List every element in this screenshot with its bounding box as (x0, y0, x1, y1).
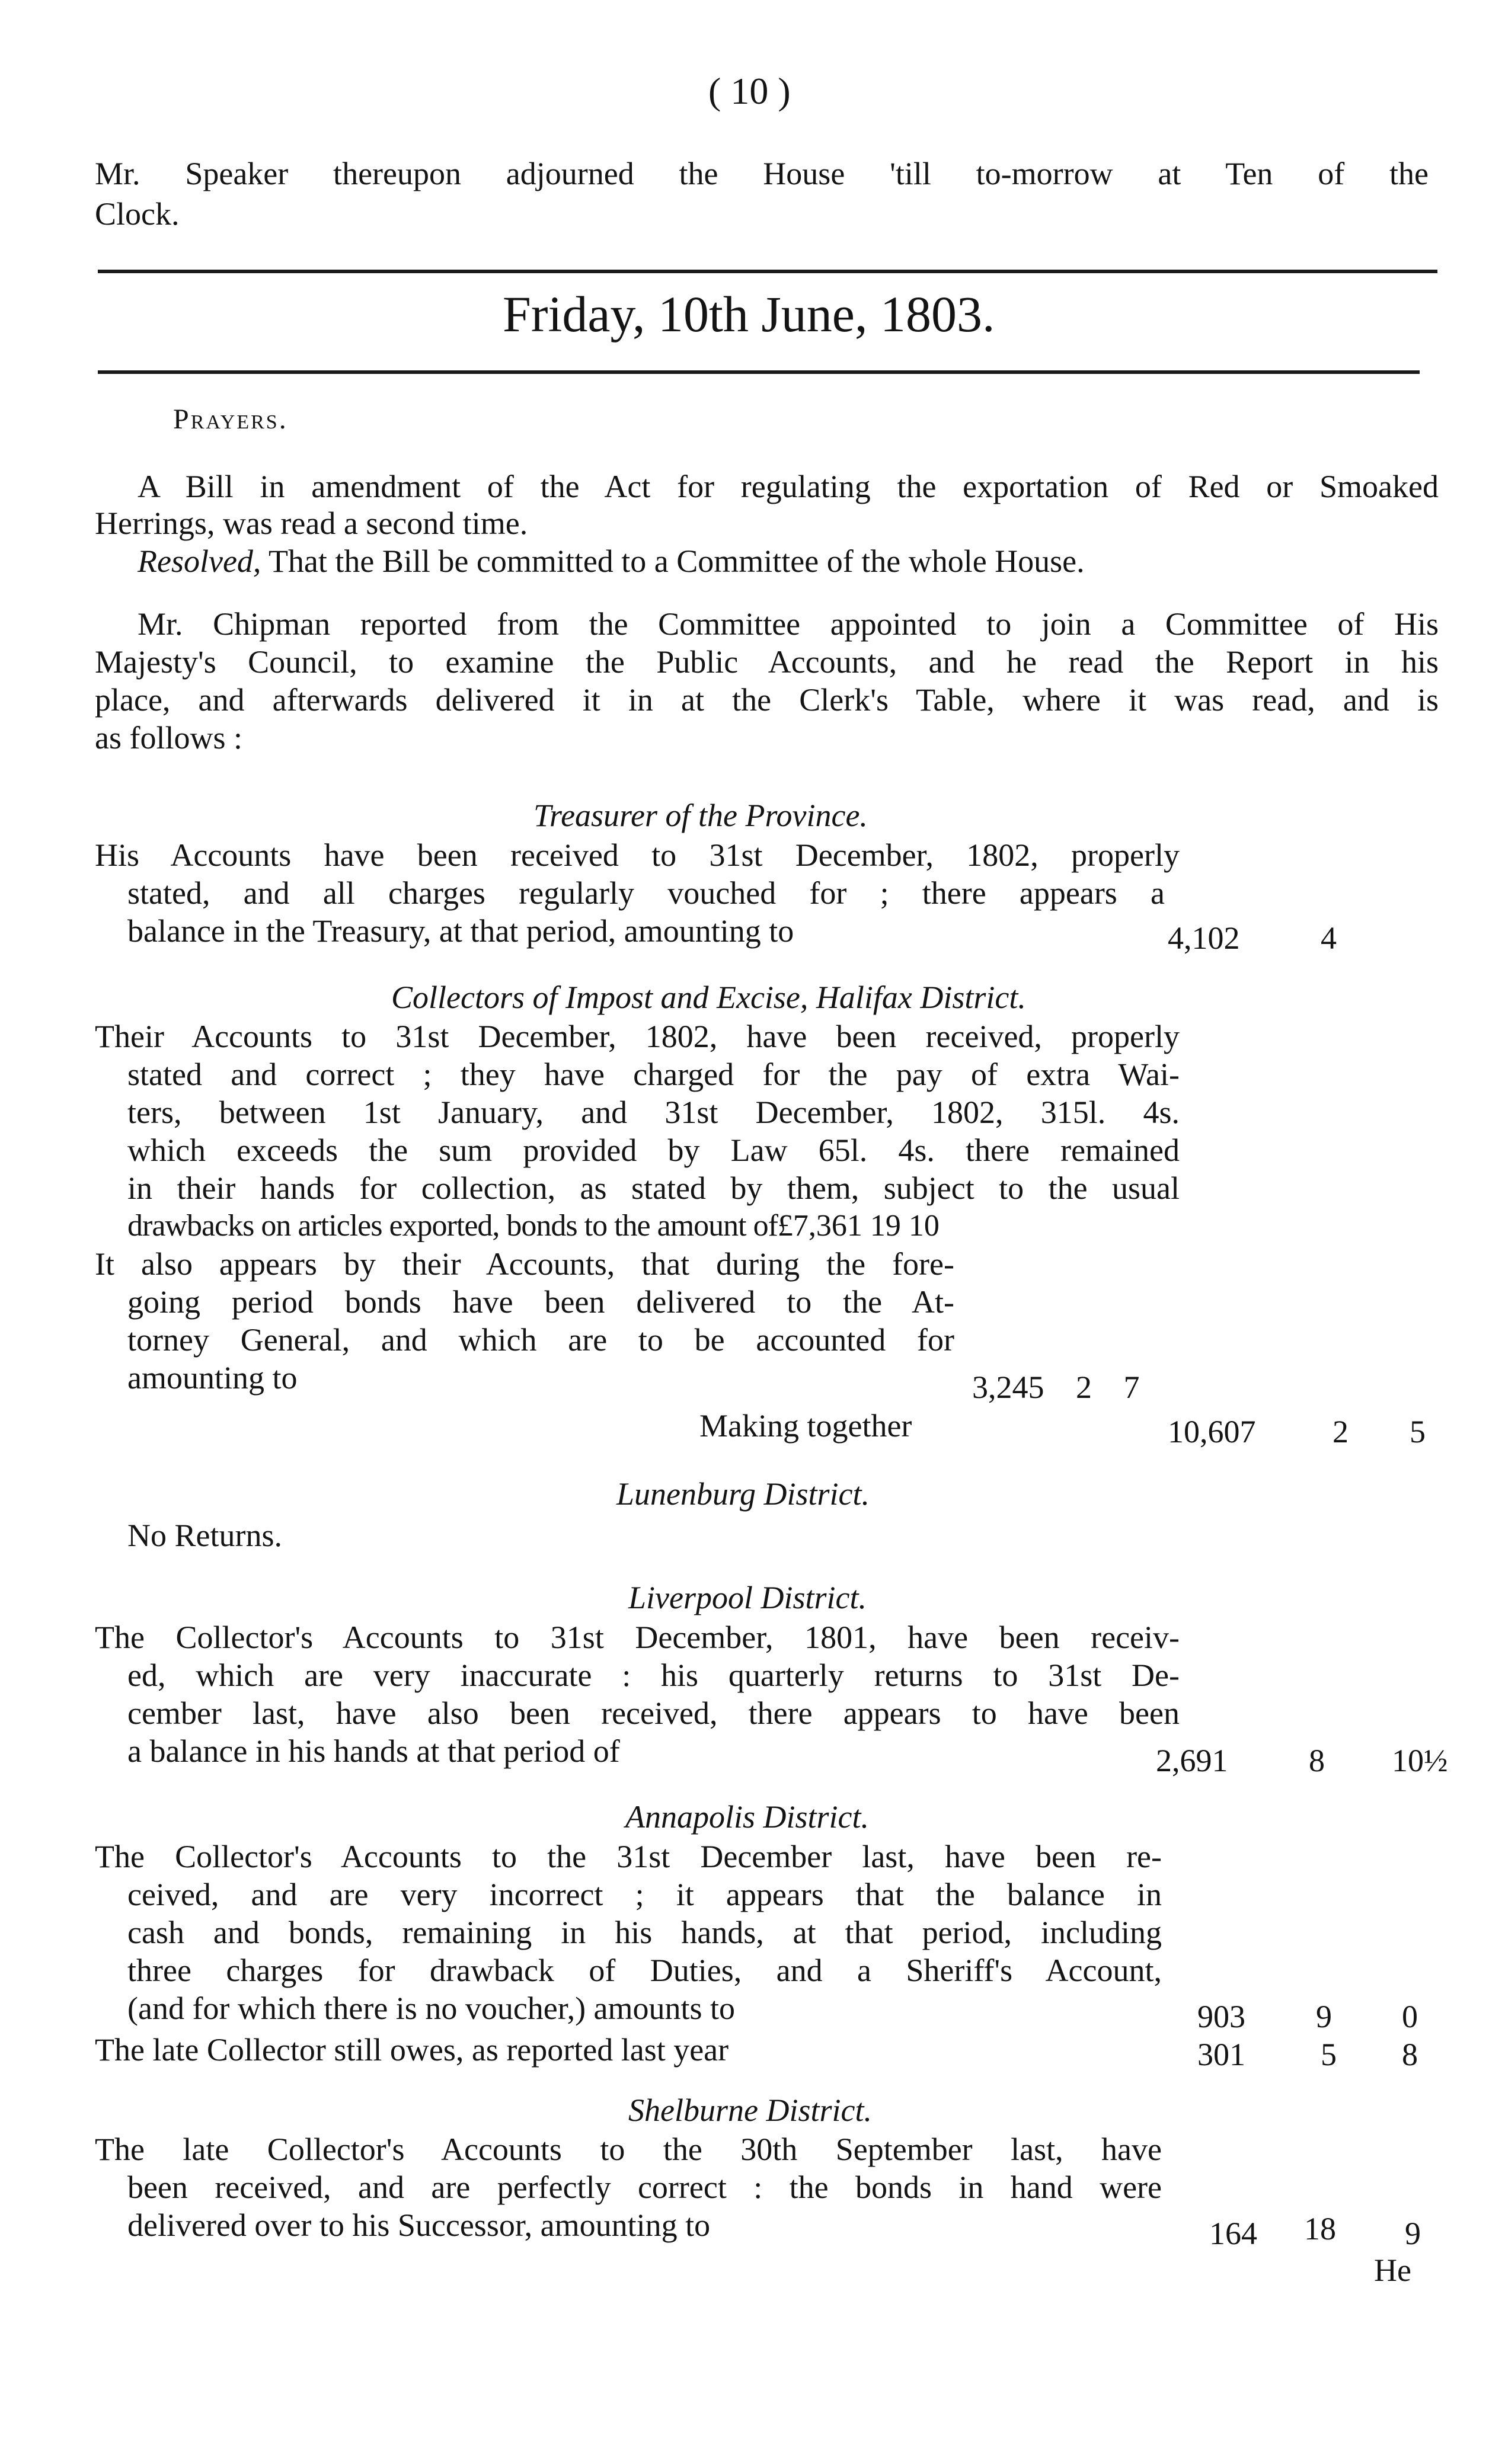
halifax-together-pounds: 10,607 (1168, 1414, 1256, 1449)
lunenburg-text: No Returns. (127, 1518, 282, 1553)
liverpool-line-1: The Collector's Accounts to 31st December, 1801, have been receiv- (95, 1620, 1180, 1655)
liverpool-amount-shillings: 8 (1309, 1743, 1325, 1778)
annapolis-line-5: (and for which there is no voucher,) amounts to (127, 1991, 736, 2026)
shelburne-line-3: delivered over to his Successor, amounting to (127, 2207, 711, 2243)
bill-line-2: Herrings, was read a second time. (95, 505, 528, 541)
halifax-line-4: which exceeds the sum provided by Law 65l. 4s. there remained (127, 1132, 1180, 1168)
halifax-line-9: torney General, and which are to be accounted for (127, 1322, 954, 1358)
treasurer-line-2: stated, and all charges regularly vouched for ; there appears a (127, 875, 1165, 911)
halifax-line-6 (127, 1208, 940, 1244)
treasurer-heading: Treasurer of the Province. (533, 798, 868, 833)
date-heading: Friday, 10th June, 1803. (503, 286, 995, 343)
halifax-line-10: amounting to (127, 1360, 298, 1396)
halifax-together-shillings: 2 (1333, 1414, 1349, 1449)
annapolis-line-1: The Collector's Accounts to the 31st December last, have been re- (95, 1839, 1162, 1874)
shelburne-line-2: been received, and are perfectly correct : the bonds in hand were (127, 2169, 1162, 2205)
annapolis-amount2-shillings: 5 (1321, 2037, 1337, 2072)
liverpool-amount-pence: 10½ (1392, 1743, 1448, 1778)
annapolis-amount1-pounds: 903 (1197, 1999, 1245, 2034)
treasurer-amount-shillings: 4 (1321, 920, 1337, 956)
annapolis-amount2-pence: 8 (1402, 2037, 1418, 2072)
halifax-line-6-text: drawbacks on articles exported, bonds to the amount of (127, 1209, 778, 1243)
treasurer-line-3: balance in the Treasury, at that period, amounting to (127, 913, 794, 949)
shelburne-amount-shillings: 18 (1304, 2211, 1336, 2247)
page-number: ( 10 ) (708, 70, 791, 112)
halifax-line-2: stated and correct ; they have charged for the pay of extra Wai- (127, 1057, 1180, 1092)
shelburne-heading: Shelburne District. (628, 2092, 872, 2128)
chipman-line-3: place, and afterwards delivered it in at the Clerk's Table, where it was read, and is (95, 682, 1439, 718)
resolved-text: That the Bill be committed to a Committee of the whole House. (268, 543, 1085, 579)
chipman-line-4: as follows : (95, 720, 242, 756)
annapolis-amount1-shillings: 9 (1316, 1999, 1332, 2034)
halifax-line-8: going period bonds have been delivered to the At- (127, 1284, 954, 1320)
annapolis-line-6: The late Collector still owes, as reported last year (95, 2032, 729, 2068)
halifax-line-7: It also appears by their Accounts, that during the fore- (95, 1246, 954, 1282)
halifax-line-3: ters, between 1st January, and 31st December, 1802, 315l. 4s. (127, 1095, 1180, 1130)
treasurer-line-1: His Accounts have been received to 31st December, 1802, properly (95, 837, 1180, 873)
halifax-heading: Collectors of Impost and Excise, Halifax District. (391, 980, 1026, 1015)
treasurer-amount-pounds: 4,102 (1168, 920, 1240, 956)
halifax-line-6-amount: £7,361 19 10 (777, 1209, 940, 1243)
opening-line-2: Clock. (95, 196, 180, 232)
lunenburg-heading: Lunenburg District. (616, 1476, 870, 1512)
halifax-together-pence: 5 (1410, 1414, 1426, 1449)
halifax-together-label: Making together (699, 1408, 912, 1444)
top-rule (98, 270, 1437, 273)
resolved-line (138, 543, 1085, 580)
shelburne-amount-pounds: 164 (1209, 2216, 1257, 2251)
liverpool-line-4: a balance in his hands at that period of (127, 1733, 620, 1769)
halifax-line-1: Their Accounts to 31st December, 1802, have been received, properly (95, 1019, 1180, 1054)
chipman-line-2: Majesty's Council, to examine the Public Accounts, and he read the Report in his (95, 644, 1439, 680)
annapolis-amount1-pence: 0 (1402, 1999, 1418, 2034)
liverpool-line-2: ed, which are very inaccurate : his quarterly returns to 31st De- (127, 1657, 1180, 1693)
bill-line-1: A Bill in amendment of the Act for regulating the exportation of Red or Smoaked (138, 469, 1439, 504)
bottom-rule (98, 370, 1420, 374)
liverpool-heading: Liverpool District. (628, 1580, 867, 1615)
annapolis-heading: Annapolis District. (625, 1799, 870, 1835)
catchword: He (1374, 2252, 1411, 2288)
opening-line-1: Mr. Speaker thereupon adjourned the House 'till to-morrow at Ten of the (95, 156, 1429, 191)
prayers-heading: Prayers. (173, 404, 288, 435)
halifax-line-5: in their hands for collection, as stated by them, subject to the usual (127, 1170, 1180, 1206)
resolved-word: Resolved, (138, 543, 261, 579)
liverpool-line-3: cember last, have also been received, there appears to have been (127, 1695, 1180, 1731)
annapolis-line-2: ceived, and are very incorrect ; it appears that the balance in (127, 1877, 1162, 1912)
shelburne-line-1: The late Collector's Accounts to the 30th September last, have (95, 2132, 1162, 2167)
halifax-line-10-amount: 3,245 2 7 (972, 1369, 1140, 1405)
chipman-line-1: Mr. Chipman reported from the Committee appointed to join a Committee of His (138, 606, 1439, 642)
annapolis-line-4: three charges for drawback of Duties, and a Sheriff's Account, (127, 1953, 1162, 1988)
annapolis-amount2-pounds: 301 (1197, 2037, 1245, 2072)
annapolis-line-3: cash and bonds, remaining in his hands, at that period, including (127, 1915, 1162, 1950)
liverpool-amount-pounds: 2,691 (1156, 1743, 1228, 1778)
shelburne-amount-pence: 9 (1405, 2216, 1421, 2251)
